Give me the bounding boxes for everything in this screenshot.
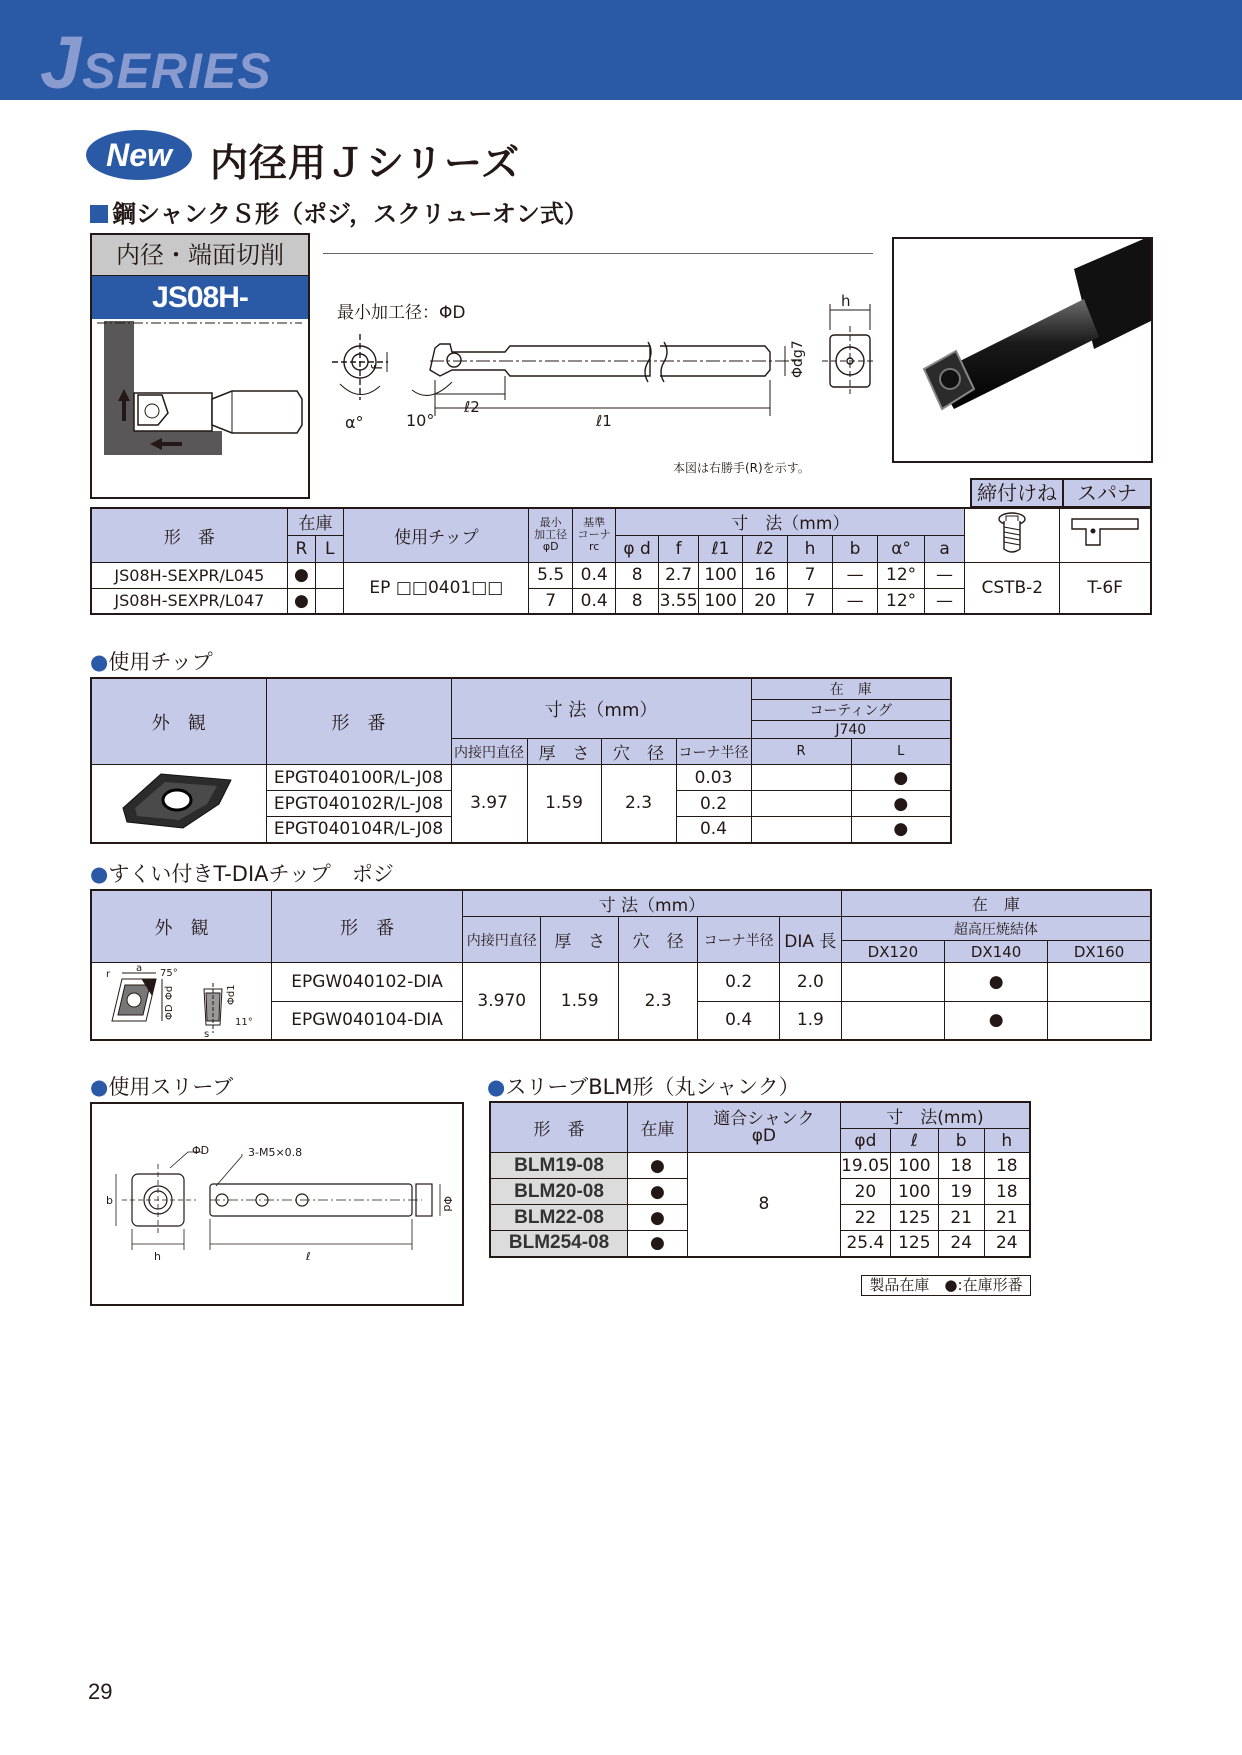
col-model: 形 番 — [490, 1102, 628, 1153]
col-ic: 内接円直径 — [451, 739, 527, 765]
sketch-75-label: 75° — [160, 968, 178, 979]
col-a: a — [924, 535, 964, 562]
new-badge: New — [86, 130, 192, 180]
col-corner: 基準 コーナ rc — [572, 508, 615, 562]
table-row: EPGT040100R/L-J08 3.97 1.59 2.3 0.03 ● — [91, 765, 951, 791]
table-row: BLM22-08 ● 22 125 21 21 — [490, 1205, 1030, 1231]
drawing-note: 本図は右勝手(R)を示す。 — [673, 461, 810, 475]
table-row: r a 75° Φd ΦD s 11° Φd1 EPGW040102-DIA 3.970 1.59 2.3 0.2 2.0 ● — [91, 963, 1151, 1002]
col-b: b — [938, 1129, 984, 1153]
table-row: BLM254-08 ● 25.4 125 24 24 — [490, 1231, 1030, 1257]
col-hole: 穴 径 — [618, 917, 697, 963]
sleeve-thread-label: 3-M5×0.8 — [248, 1146, 303, 1159]
col-stock: 在 庫 — [751, 678, 951, 700]
col-stock-l: L — [316, 535, 344, 562]
col-alpha: α° — [878, 535, 925, 562]
bullet-icon: ● — [90, 862, 109, 886]
min-bore-label: 最小加工径：ΦD — [337, 303, 466, 323]
application-model: JS08H- — [92, 276, 308, 319]
col-material: 超高圧焼結体 — [841, 917, 1151, 941]
col-dx120: DX120 — [841, 941, 944, 963]
col-model: 形 番 — [266, 678, 451, 765]
series-logo: JSERIES — [40, 21, 272, 104]
sleeve-phiD-label: ΦD — [192, 1144, 210, 1157]
sleeve-phid-label: Φd — [441, 1196, 454, 1212]
col-dx160: DX160 — [1048, 941, 1151, 963]
dim-alpha-label: α° — [345, 413, 364, 432]
subtitle: 鋼シャンクＳ形（ポジ，スクリューオン式） — [90, 194, 588, 229]
bullet-icon: ● — [487, 1075, 506, 1099]
col-chip: 使用チップ — [344, 508, 529, 562]
table-row: EPGT040102R/L-J08 0.2 ● — [91, 791, 951, 817]
sketch-phid1-label: Φd1 — [226, 984, 237, 1005]
col-corner: コーナ半径 — [698, 917, 780, 963]
dia-section-title: ●すくい付きT-DIAチップ ポジ — [90, 862, 394, 886]
table-row: JS08H-SEXPR/L045 ● EP □□0401□□ 5.5 0.4 8 2.7 100 16 7 — 12° — CSTB-2 T-6F — [91, 562, 1151, 588]
col-grade: J740 — [751, 721, 951, 739]
table-row: BLM20-08 ● 20 100 19 18 — [490, 1179, 1030, 1205]
sleeve-section-title: ●使用スリーブ — [90, 1075, 234, 1099]
col-stock: 在庫 — [287, 508, 344, 535]
dim-angle-label: 10° — [406, 411, 435, 430]
col-l: ℓ — [890, 1129, 938, 1153]
dia-chip-table — [90, 889, 1152, 1041]
accessory-headers — [970, 478, 1152, 508]
col-h: h — [984, 1129, 1030, 1153]
sleeve-drawing — [92, 1104, 462, 1304]
application-box — [90, 233, 310, 499]
table-row: EPGW040104-DIA 0.4 1.9 ● — [91, 1001, 1151, 1040]
col-model: 形 番 — [91, 508, 287, 562]
chip-table — [90, 677, 952, 844]
col-b: b — [832, 535, 878, 562]
col-r: R — [751, 739, 851, 765]
blm-section-title: ●スリーブBLM形（丸シャンク） — [487, 1075, 800, 1099]
col-min-dia: 最小 加工径 φD — [529, 508, 572, 562]
col-dims: 寸 法（mm） — [616, 508, 965, 535]
bullet-icon: ● — [90, 650, 109, 674]
dim-l1-label: ℓ1 — [596, 412, 612, 430]
col-dims: 寸 法（mm） — [451, 678, 751, 739]
col-f: f — [658, 535, 698, 562]
sleeve-blm-table — [489, 1101, 1031, 1258]
col-stock-r: R — [287, 535, 315, 562]
screw-icon — [965, 508, 1060, 562]
sketch-s-label: s — [204, 1029, 210, 1039]
page-title: 内径用Ｊシリーズ — [210, 141, 521, 185]
divider-line — [323, 253, 873, 254]
application-label: 内径・端面切削 — [92, 235, 308, 276]
col-coating: コーティング — [751, 700, 951, 721]
col-thick: 厚 さ — [527, 739, 601, 765]
sketch-r-label: r — [106, 969, 111, 980]
col-corner: コーナ半径 — [676, 739, 751, 765]
holder-drawing — [330, 290, 875, 450]
product-photo — [892, 237, 1153, 463]
col-hole: 穴 径 — [601, 739, 676, 765]
sleeve-l-label: ℓ — [306, 1250, 311, 1263]
col-phid: φ d — [616, 535, 658, 562]
dia-chip-sketch — [91, 963, 272, 1041]
col-model: 形 番 — [272, 890, 463, 963]
holder-spec-table — [90, 507, 1152, 615]
col-l2: ℓ2 — [742, 535, 788, 562]
boring-application-sketch — [92, 321, 308, 497]
page-number: 29 — [88, 1679, 113, 1704]
col-shank: 適合シャンク φD — [687, 1102, 840, 1153]
col-dims: 寸 法(mm) — [840, 1102, 1030, 1129]
col-dx140: DX140 — [945, 941, 1048, 963]
col-ic: 内接円直径 — [463, 917, 541, 963]
sketch-11-label: 11° — [235, 1017, 253, 1028]
spanner-icon — [1060, 508, 1151, 562]
dim-l2-label: ℓ2 — [464, 398, 480, 416]
dim-phid-label: Φdg7 — [790, 340, 806, 378]
col-h: h — [788, 535, 833, 562]
col-phid: φd — [840, 1129, 890, 1153]
dim-h-label: h — [841, 292, 851, 310]
boring-bar-photo — [894, 239, 1153, 463]
col-stock: 在庫 — [628, 1102, 688, 1153]
chip-image — [91, 765, 266, 843]
sketch-phid-label: Φd — [164, 985, 175, 1000]
screw-header: 締付けね — [970, 478, 1064, 508]
chip-section-title: ●使用チップ — [90, 650, 213, 674]
col-appearance: 外 観 — [91, 678, 266, 765]
table-row: JS08H-SEXPR/L047 ● 7 0.4 8 3.55 100 20 7 — 12° — — [91, 588, 1151, 614]
sleeve-b-label: b — [106, 1194, 113, 1207]
table-row: EPGT040104R/L-J08 0.4 ● — [91, 817, 951, 843]
col-stock: 在 庫 — [841, 890, 1151, 917]
table-row: BLM19-08 ● 8 19.05 100 18 18 — [490, 1153, 1030, 1179]
col-l1: ℓ1 — [699, 535, 742, 562]
col-dims: 寸 法（mm） — [463, 890, 842, 917]
dim-f-label: f — [370, 365, 386, 370]
sketch-phiD-label: ΦD — [164, 1004, 175, 1020]
square-bullet-icon — [90, 205, 108, 223]
col-dia-length: DIA 長 — [779, 917, 841, 963]
col-l: L — [851, 739, 951, 765]
sleeve-drawing-box — [90, 1102, 464, 1306]
spanner-header: スパナ — [1062, 478, 1152, 508]
bullet-icon: ● — [90, 1075, 109, 1099]
sketch-a-label: a — [136, 963, 143, 974]
col-thick: 厚 さ — [541, 917, 618, 963]
header-band — [0, 0, 1242, 104]
stock-legend: 製品在庫 ●:在庫形番 — [861, 1275, 1031, 1296]
col-appearance: 外 観 — [91, 890, 272, 963]
sleeve-h-label: h — [154, 1250, 161, 1263]
